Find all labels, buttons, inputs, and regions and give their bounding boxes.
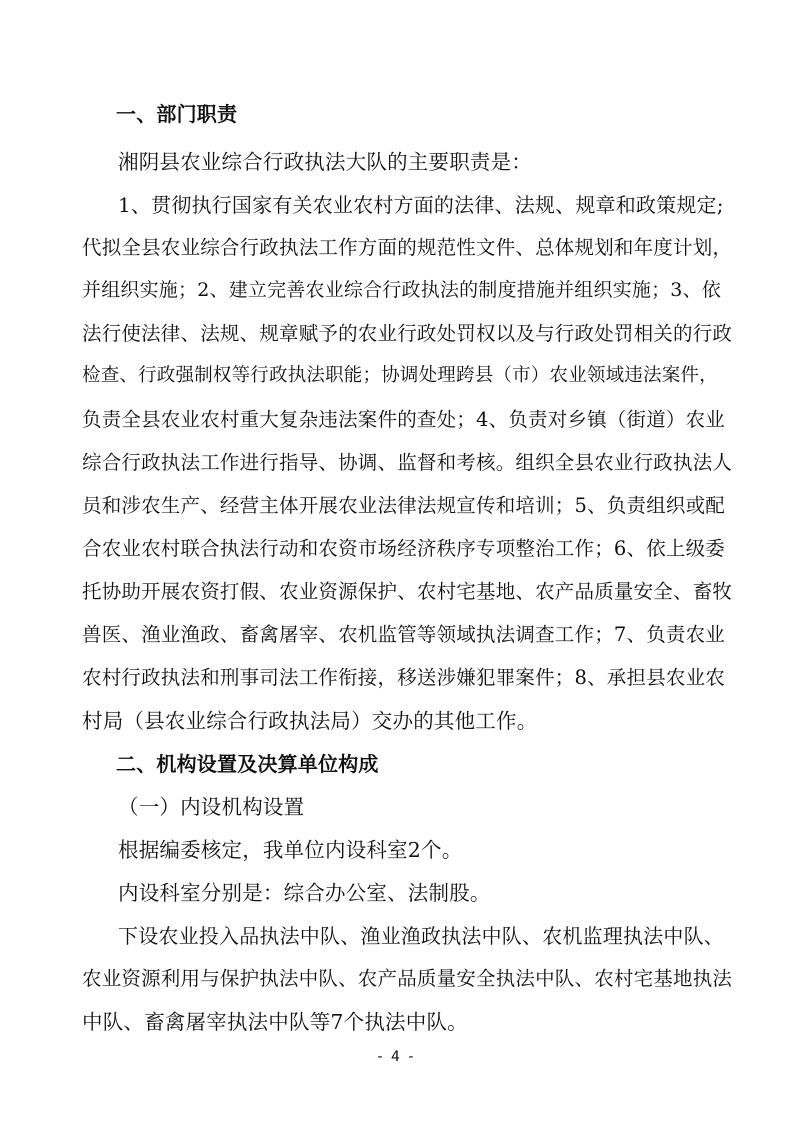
- body-line: 托协助开展农资打假、农业资源保护、农村宅基地、农产品质量安全、畜牧: [82, 580, 733, 603]
- section-2-subheading: （一）内设机构设置: [118, 795, 305, 819]
- body-line: 农业资源利用与保护执法中队、农产品质量安全执法中队、农村宅基地执法: [82, 967, 733, 990]
- page-number: - 4 -: [377, 1049, 416, 1065]
- body-line: 1、贯彻执行国家有关农业农村方面的法律、法规、规章和政策规定;: [118, 193, 724, 217]
- body-line: 并组织实施；2、建立完善农业综合行政执法的制度措施并组织实施；3、依: [82, 279, 721, 301]
- body-line: 负责全县农业农村重大复杂违法案件的查处；4、负责对乡镇（街道）农业: [82, 408, 726, 431]
- body-line: 中队、畜禽屠宰执法中队等7个执法中队。: [82, 1010, 468, 1034]
- section-2-paragraph: 内设科室分别是：综合办公室、法制股。: [118, 881, 491, 905]
- body-line: 员和涉农生产、经营主体开展农业法律法规宣传和培训；5、负责组织或配: [82, 494, 726, 517]
- body-line: 代拟全县农业综合行政执法工作方面的规范性文件、总体规划和年度计划，: [82, 236, 733, 259]
- section-1-heading: 一、部门职责: [116, 102, 238, 126]
- body-line: 检查、行政强制权等行政执法职能；协调处理跨县（市）农业领域违法案件，: [82, 365, 718, 386]
- body-line: 农村行政执法和刑事司法工作衔接，移送涉嫌犯罪案件；8、承担县农业农: [82, 666, 726, 689]
- body-line: 兽医、渔业渔政、畜禽屠宰、农机监管等领域执法调查工作；7、负责农业: [82, 623, 726, 646]
- body-line: 合农业农村联合执法行动和农资市场经济秩序专项整治工作；6、依上级委: [82, 537, 726, 560]
- body-line: 法行使法律、法规、规章赋予的农业行政处罚权以及与行政处罚相关的行政: [82, 322, 733, 345]
- body-line: 村局（县农业综合行政执法局）交办的其他工作。: [82, 709, 538, 733]
- section-2-heading: 二、机构设置及决算单位构成: [116, 752, 379, 776]
- body-line: 综合行政执法工作进行指导、协调、监督和考核。组织全县农业行政执法人: [82, 451, 733, 474]
- section-1-intro: 湘阴县农业综合行政执法大队的主要职责是：: [118, 150, 532, 174]
- body-line: 下设农业投入品执法中队、渔业渔政执法中队、农机监理执法中队、: [118, 924, 724, 948]
- section-2-paragraph: 根据编委核定，我单位内设科室2个。: [118, 838, 463, 862]
